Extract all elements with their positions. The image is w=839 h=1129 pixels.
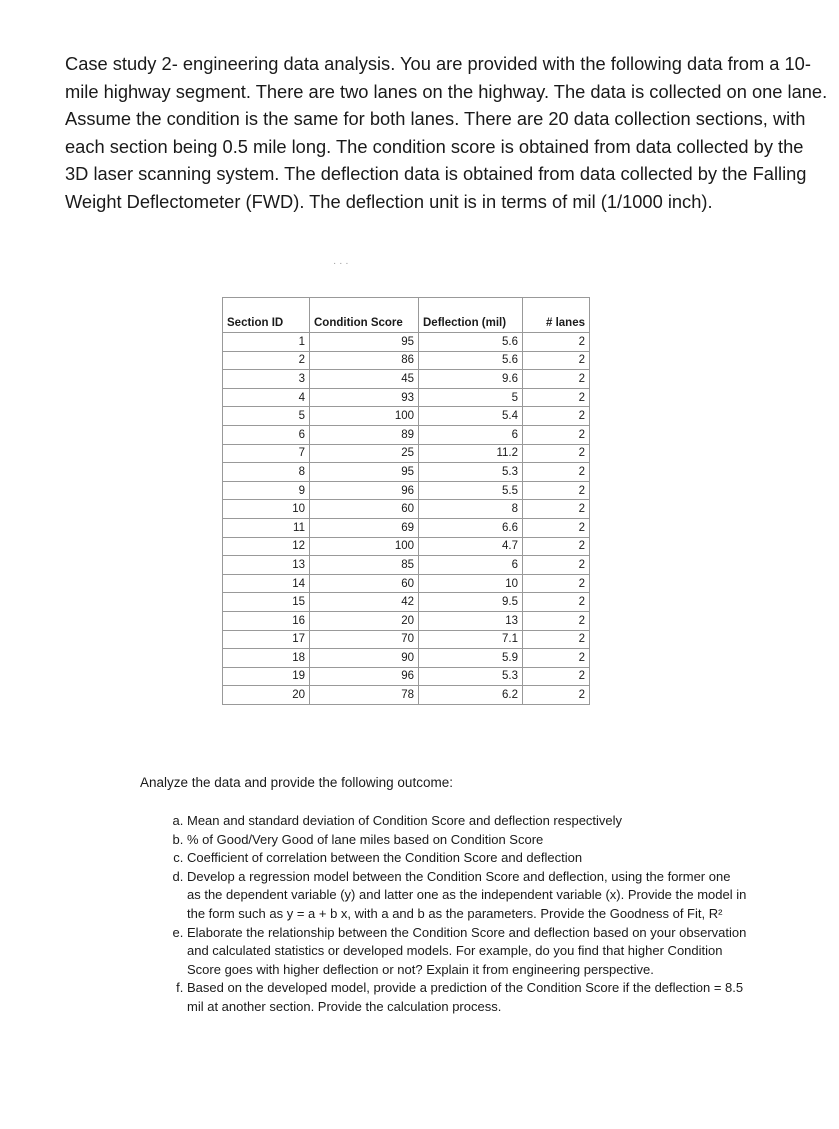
cell-section-id: 2 xyxy=(223,351,310,370)
cell-section-id: 3 xyxy=(223,370,310,389)
cell-section-id: 20 xyxy=(223,686,310,705)
cell-lanes: 2 xyxy=(523,481,590,500)
cell-deflection: 8 xyxy=(419,500,523,519)
table-row xyxy=(223,667,590,686)
cell-condition-score: 93 xyxy=(310,388,419,407)
table-row xyxy=(223,630,590,649)
cell-lanes: 2 xyxy=(523,556,590,575)
cell-lanes: 2 xyxy=(523,593,590,612)
question-item: a. Mean and standard deviation of Condition Score and deflection respectively xyxy=(187,812,747,831)
cell-section-id: 1 xyxy=(223,333,310,352)
cell-section-id: 13 xyxy=(223,556,310,575)
cell-condition-score: 78 xyxy=(310,686,419,705)
cell-condition-score: 96 xyxy=(310,481,419,500)
cell-section-id: 5 xyxy=(223,407,310,426)
cell-condition-score: 90 xyxy=(310,649,419,668)
table-row xyxy=(223,593,590,612)
cell-section-id: 19 xyxy=(223,667,310,686)
cell-lanes: 2 xyxy=(523,500,590,519)
case-study-intro: Case study 2- engineering data analysis. You are provided with the following data from a 10-mile highway segment. There are two lanes on the highway. The data is collected on one lane. Assume the condition is the same for both lanes. There are 20 data collection sections, with each section being 0.5 mile long. The condition score is obtained from data collected by the 3D laser scanning system. The deflection data is obtained from data collected by the Falling Weight Deflectometer (FWD). The deflection unit is in terms of mil (1/1000 inch). xyxy=(65,53,828,212)
cell-condition-score: 95 xyxy=(310,463,419,482)
cell-section-id: 12 xyxy=(223,537,310,556)
cell-lanes: 2 xyxy=(523,351,590,370)
cell-deflection: 5.6 xyxy=(419,351,523,370)
cell-condition-score: 100 xyxy=(310,407,419,426)
cell-condition-score: 89 xyxy=(310,425,419,444)
table-row xyxy=(223,686,590,705)
cell-deflection: 6.2 xyxy=(419,686,523,705)
cell-deflection: 5.3 xyxy=(419,463,523,482)
table-row xyxy=(223,574,590,593)
cell-lanes: 2 xyxy=(523,630,590,649)
question-item: e. Elaborate the relationship between the Condition Score and deflection based on your observation and calculated statistics or developed models. For example, do you find that higher Condition Score goes with higher deflection or not? Explain it from engineering perspective. xyxy=(187,924,747,980)
cell-deflection: 9.5 xyxy=(419,593,523,612)
table-header-row xyxy=(223,298,590,333)
cell-section-id: 18 xyxy=(223,649,310,668)
cell-section-id: 16 xyxy=(223,611,310,630)
cell-deflection: 5.4 xyxy=(419,407,523,426)
table-row xyxy=(223,518,590,537)
cell-section-id: 17 xyxy=(223,630,310,649)
cell-condition-score: 86 xyxy=(310,351,419,370)
cell-deflection: 11.2 xyxy=(419,444,523,463)
analyze-heading: Analyze the data and provide the following outcome: xyxy=(140,775,453,790)
cell-lanes: 2 xyxy=(523,667,590,686)
table-row xyxy=(223,370,590,389)
cell-lanes: 2 xyxy=(523,537,590,556)
table-row xyxy=(223,388,590,407)
cell-lanes: 2 xyxy=(523,388,590,407)
cell-section-id: 7 xyxy=(223,444,310,463)
header-deflection: Deflection (mil) xyxy=(419,298,523,333)
question-item: f. Based on the developed model, provide a prediction of the Condition Score if the deflection = 8.5 mil at another section. Provide the calculation process. xyxy=(187,979,747,1016)
cell-deflection: 5.5 xyxy=(419,481,523,500)
cell-lanes: 2 xyxy=(523,574,590,593)
cell-section-id: 6 xyxy=(223,425,310,444)
cell-condition-score: 85 xyxy=(310,556,419,575)
table-row xyxy=(223,463,590,482)
cell-condition-score: 60 xyxy=(310,500,419,519)
cell-condition-score: 25 xyxy=(310,444,419,463)
cell-lanes: 2 xyxy=(523,407,590,426)
table-row xyxy=(223,333,590,352)
table-row xyxy=(223,537,590,556)
header-condition-score: Condition Score xyxy=(310,298,419,333)
cell-condition-score: 69 xyxy=(310,518,419,537)
cell-lanes: 2 xyxy=(523,611,590,630)
cell-deflection: 5.3 xyxy=(419,667,523,686)
cell-deflection: 5.6 xyxy=(419,333,523,352)
cell-deflection: 6 xyxy=(419,425,523,444)
cell-deflection: 9.6 xyxy=(419,370,523,389)
cell-deflection: 6.6 xyxy=(419,518,523,537)
cell-lanes: 2 xyxy=(523,518,590,537)
table-row xyxy=(223,649,590,668)
question-item: b. % of Good/Very Good of lane miles based on Condition Score xyxy=(187,831,747,850)
cell-condition-score: 95 xyxy=(310,333,419,352)
table-row xyxy=(223,611,590,630)
cell-condition-score: 70 xyxy=(310,630,419,649)
cell-deflection: 7.1 xyxy=(419,630,523,649)
cell-section-id: 8 xyxy=(223,463,310,482)
table-row xyxy=(223,407,590,426)
cell-section-id: 9 xyxy=(223,481,310,500)
cell-condition-score: 45 xyxy=(310,370,419,389)
question-item: c. Coefficient of correlation between the Condition Score and deflection xyxy=(187,849,747,868)
header-lanes: # lanes xyxy=(523,298,590,333)
cell-deflection: 5 xyxy=(419,388,523,407)
header-section-id: Section ID xyxy=(223,298,310,333)
table-row xyxy=(223,425,590,444)
cell-section-id: 4 xyxy=(223,388,310,407)
cell-lanes: 2 xyxy=(523,649,590,668)
cell-section-id: 11 xyxy=(223,518,310,537)
cell-lanes: 2 xyxy=(523,463,590,482)
question-list xyxy=(165,812,747,1017)
cell-section-id: 10 xyxy=(223,500,310,519)
cell-deflection: 13 xyxy=(419,611,523,630)
cell-lanes: 2 xyxy=(523,425,590,444)
question-item: d. Develop a regression model between the Condition Score and deflection, using the former one as the dependent variable (y) and latter one as the independent variable (x). Provide the model in the form such as y = a + b x, with a and b as the parameters. Provide the Goodness of Fit, R² xyxy=(187,868,747,924)
cell-lanes: 2 xyxy=(523,686,590,705)
cell-lanes: 2 xyxy=(523,333,590,352)
cell-deflection: 10 xyxy=(419,574,523,593)
cell-condition-score: 42 xyxy=(310,593,419,612)
cell-section-id: 15 xyxy=(223,593,310,612)
decorative-dots: · · · xyxy=(333,258,349,269)
table-row xyxy=(223,556,590,575)
cell-deflection: 6 xyxy=(419,556,523,575)
table-row xyxy=(223,444,590,463)
table-row xyxy=(223,481,590,500)
cell-deflection: 4.7 xyxy=(419,537,523,556)
cell-condition-score: 20 xyxy=(310,611,419,630)
cell-section-id: 14 xyxy=(223,574,310,593)
cell-condition-score: 96 xyxy=(310,667,419,686)
data-table xyxy=(222,297,590,705)
cell-deflection: 5.9 xyxy=(419,649,523,668)
cell-lanes: 2 xyxy=(523,370,590,389)
cell-condition-score: 60 xyxy=(310,574,419,593)
table-row xyxy=(223,500,590,519)
cell-lanes: 2 xyxy=(523,444,590,463)
cell-condition-score: 100 xyxy=(310,537,419,556)
table-row xyxy=(223,351,590,370)
